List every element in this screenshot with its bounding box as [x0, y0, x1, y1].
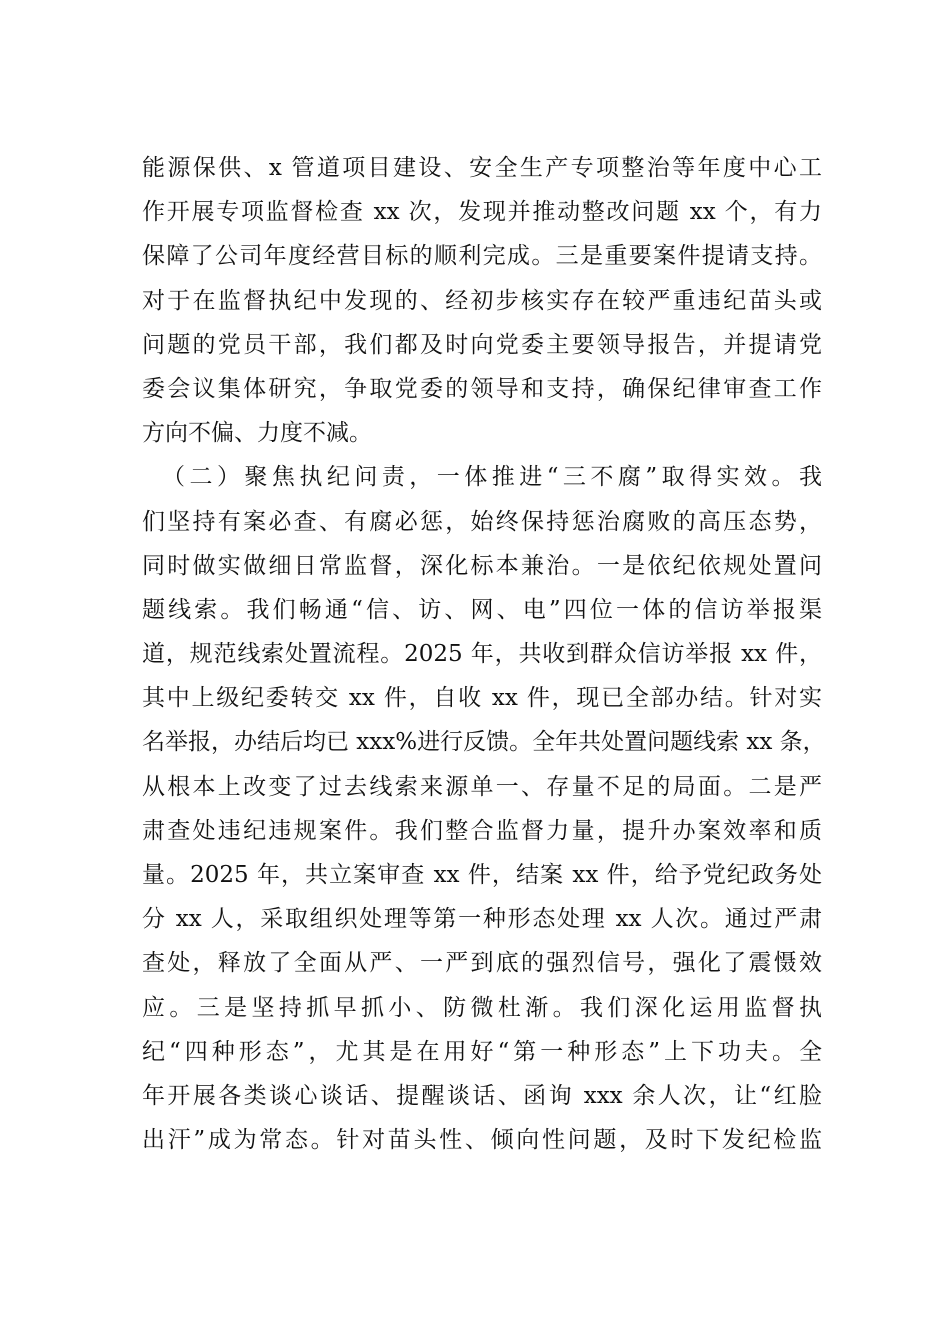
text-line: 对于在监督执纪中发现的、经初步核实存在较严重违纪苗头或	[142, 287, 822, 314]
text-line: 查处，释放了全面从严、一严到底的强烈信号，强化了震慑效	[142, 950, 822, 977]
text-line: 纪“四种形态”，尤其是在用好“第一种形态”上下功夫。全	[142, 1038, 822, 1065]
text-line: 们坚持有案必查、有腐必惩，始终保持惩治腐败的高压态势，	[142, 508, 822, 535]
text-line: 其中上级纪委转交 xx 件，自收 xx 件，现已全部办结。针对实	[142, 685, 822, 712]
text-line: 题线索。我们畅通“信、访、网、电”四位一体的信访举报渠	[142, 596, 822, 623]
text-line: 肃查处违纪违规案件。我们整合监督力量，提升办案效率和质	[142, 817, 822, 844]
text-line: 同时做实做细日常监督，深化标本兼治。一是依纪依规处置问	[142, 552, 822, 579]
text-line: 名举报，办结后均已 xxx%进行反馈。全年共处置问题线索 xx 条，	[142, 729, 826, 756]
text-line: 问题的党员干部，我们都及时向党委主要领导报告，并提请党	[142, 331, 822, 358]
text-line: 分 xx 人，采取组织处理等第一种形态处理 xx 人次。通过严肃	[142, 906, 822, 933]
text-line: 作开展专项监督检查 xx 次，发现并推动整改问题 xx 个，有力	[142, 199, 822, 226]
text-line: 委会议集体研究，争取党委的领导和支持，确保纪律审查工作	[142, 375, 822, 402]
text-line: 应。三是坚持抓早抓小、防微杜渐。我们深化运用监督执	[142, 994, 822, 1021]
text-line: 能源保供、x 管道项目建设、安全生产专项整治等年度中心工	[142, 155, 822, 181]
text-line: 量。2025 年，共立案审查 xx 件，结案 xx 件，给予党纪政务处	[142, 862, 822, 888]
section-heading-line: （二）聚焦执纪问责，一体推进“三不腐”取得实效。我	[162, 464, 822, 491]
text-line: 道，规范线索处置流程。2025 年，共收到群众信访举报 xx 件，	[142, 641, 822, 668]
text-line: 从根本上改变了过去线索来源单一、存量不足的局面。二是严	[142, 773, 822, 800]
document-body	[142, 146, 826, 1162]
text-line: 年开展各类谈心谈话、提醒谈话、函询 xxx 余人次，让“红脸	[142, 1082, 822, 1109]
text-line: 出汗”成为常态。针对苗头性、倾向性问题，及时下发纪检监	[142, 1127, 822, 1154]
text-line: 方向不偏、力度不减。	[142, 420, 372, 447]
text-line: 保障了公司年度经营目标的顺利完成。三是重要案件提请支持。	[142, 243, 822, 270]
